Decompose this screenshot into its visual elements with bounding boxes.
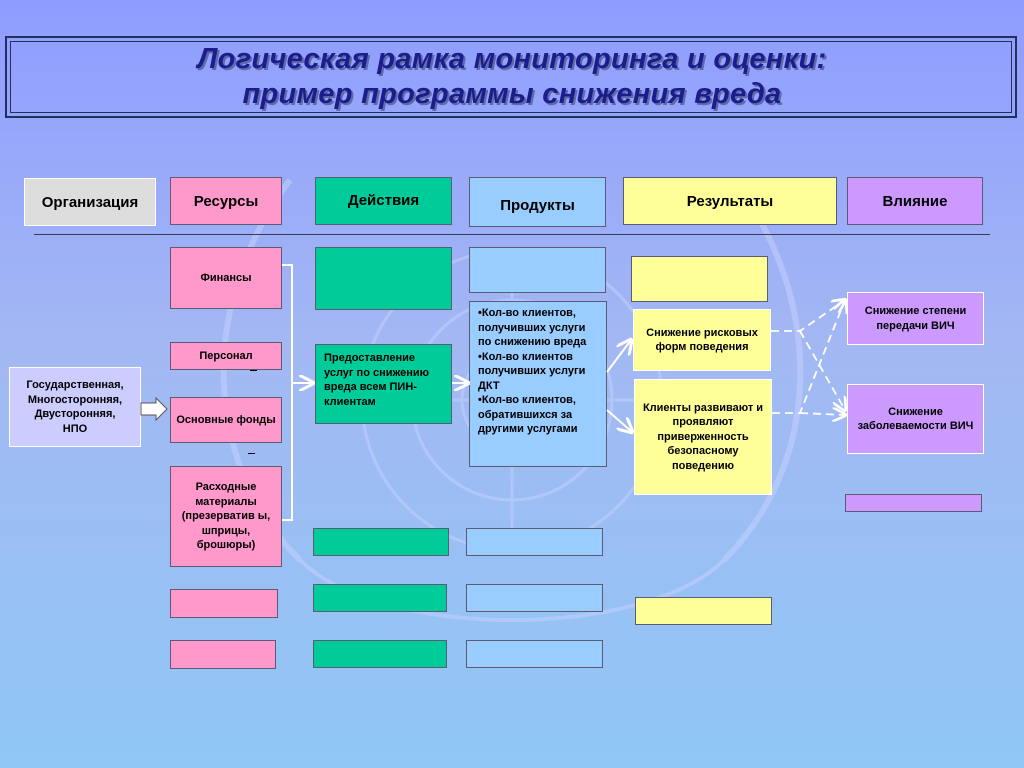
impact-empty: [845, 494, 982, 512]
dash-mark: [250, 370, 257, 371]
header-impact: Влияние: [847, 177, 983, 225]
product-item: •Кол-во клиентов получивших услуги ДКТ: [478, 350, 586, 392]
product-empty-3: [466, 640, 603, 668]
impact-transmission: Снижение степени передачи ВИЧ: [847, 292, 984, 345]
activity-service: Предоставление услуг по снижению вреда всем ПИН-клиентам: [315, 344, 452, 424]
result-safe-behavior: Клиенты развивают и проявляют приверженность безопасному поведению: [634, 379, 772, 495]
header-results: Результаты: [623, 177, 837, 225]
title-line-1: Логическая рамка мониторинга и оценки:: [197, 43, 827, 75]
header-activities: Действия: [315, 177, 452, 225]
dash-mark: [248, 453, 255, 454]
organization-box: [9, 367, 141, 447]
organization-line-1: Государственная,: [26, 379, 124, 391]
header-products: Продукты: [469, 177, 606, 227]
activity-empty-top: [315, 247, 452, 310]
title-line-2: пример программы снижения вреда: [242, 78, 782, 110]
activity-empty-1: [313, 528, 449, 556]
header-organization: Организация: [24, 178, 156, 226]
product-item: •Кол-во клиентов, обратившихся за другими услугами: [478, 394, 578, 435]
resource-consumables: Расходные материалы (презерватив ы, шприцы, брошюры): [170, 466, 282, 567]
resource-finance: Финансы: [170, 247, 282, 309]
activity-empty-2: [313, 584, 447, 612]
org-arrow-icon: [141, 398, 167, 420]
result-empty-top: [631, 256, 768, 302]
organization-line-3: Двусторонняя,: [34, 408, 116, 420]
organization-line-4: НПО: [62, 422, 88, 435]
product-list: [469, 301, 607, 467]
activity-empty-3: [313, 640, 447, 668]
resource-empty-2: [170, 640, 276, 669]
product-item: •Кол-во клиентов, получивших услуги по снижению вреда: [478, 307, 587, 348]
product-empty-2: [466, 584, 603, 612]
result-risk-reduction: Снижение рисковых форм поведения: [633, 309, 771, 371]
resource-staff: Персонал: [170, 342, 282, 370]
organization-line-2: Многосторонняя,: [27, 393, 123, 406]
resource-empty-1: [170, 589, 278, 618]
header-resources: Ресурсы: [170, 177, 282, 225]
resource-fixed-assets: Основные фонды: [170, 397, 282, 443]
header-divider: [34, 234, 990, 235]
impact-incidence: Снижение заболеваемости ВИЧ: [847, 384, 984, 454]
result-empty-bottom: [635, 597, 772, 625]
product-empty-top: [469, 247, 606, 293]
product-empty-1: [466, 528, 603, 556]
